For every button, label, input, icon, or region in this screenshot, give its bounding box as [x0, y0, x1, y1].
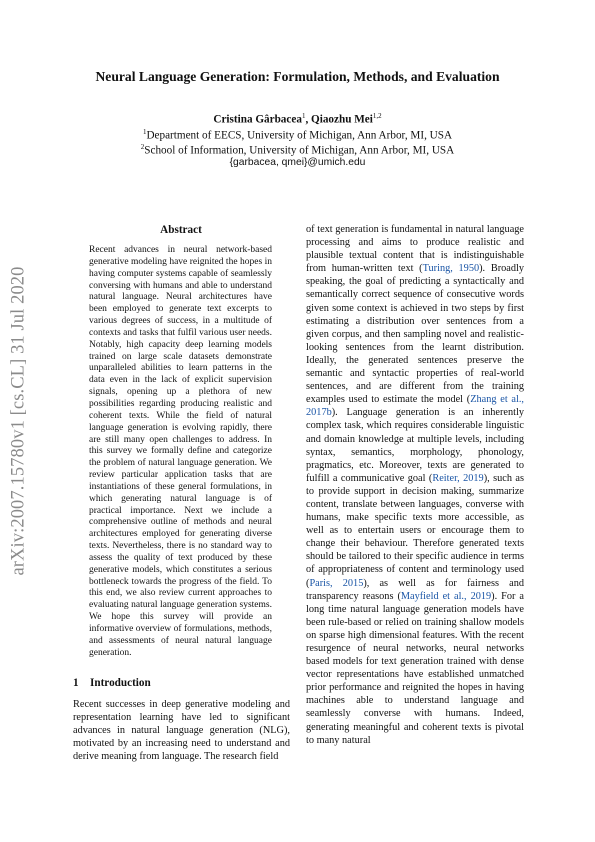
arxiv-stamp-text: arXiv:2007.15780v1 [cs.CL] 31 Jul 2020: [8, 266, 29, 576]
author-affil-mark: 1,2: [372, 112, 382, 120]
citation-link[interactable]: Reiter, 2019: [432, 472, 484, 484]
body-text: ), such as to provide support in decision making, summarize content, translate between languages, converse with humans, make specific texts more accessible, as well as to entertain users or encourage them to change their behaviour. Therefore generated texts should be tailored to their specific audience in terms of appropriateness of content and terminology used (: [306, 472, 524, 589]
affil-text: Department of EECS, University of Michigan, Ann Arbor, MI, USA: [146, 129, 453, 142]
body-text: of text generation is fundamental in natural language processing and aims to produce realistic and plausible textual content that is indistinguishable from human-written text (: [306, 224, 524, 275]
citation-link[interactable]: Turing, 1950: [422, 263, 480, 275]
author-list: [0, 112, 595, 126]
citation-link[interactable]: Paris, 2015: [309, 577, 364, 589]
section-heading: [73, 677, 151, 689]
citation-link[interactable]: Mayfield et al., 2019: [400, 590, 492, 602]
body-text: ). For a long time natural language generation models have been rule-based or relied on training shallow models on sparse high dimensional features. With the recent resurgence of neural networks, neural networks based models for text generation trained with dense vector representations have established unmatched prior performance and reignited the hopes in having machines able to understand language and seamlessly converse with humans. Indeed, generating meaningful and coherent texts is pivotal to many natural: [306, 590, 525, 746]
abstract-heading: Abstract: [160, 224, 202, 236]
affiliation: [0, 143, 595, 157]
body-text: ), as well as for fairness and transparency reasons (: [306, 577, 524, 602]
author-name: Qiaozhu Mei: [311, 113, 373, 126]
author-email: {garbacea, qmei}@umich.edu: [229, 157, 366, 168]
body-text: ). Language generation is an inherently complex task, which requires considerable linguistic and domain knowledge at multiple levels, including syntax, semantics, morphology, phonology, pragmatics, etc. Moreover, texts are generated to fulfill a communicative goal (: [306, 407, 524, 484]
section-number: 1: [73, 677, 79, 689]
affil-mark: 1: [142, 128, 147, 136]
author-name: Cristina Gârbacea: [213, 113, 302, 126]
paper-title: Neural Language Generation: Formulation, Methods, and Evaluation: [95, 69, 500, 84]
citation-link[interactable]: Zhang et al., 2017b: [306, 394, 524, 419]
body-text: ). Broadly speaking, the goal of predicting a syntactically and semantically correct sequence of consecutive words given some context is achieved in two steps by first estimating a distribution over sentences from a given corpus, and then sampling novel and realistic-looking sentences from the learnt distribution. Ideally, the generated sentences preserve the semantic and syntactic properties of real-world sentences, and are different from the training examples used to estimate the model (: [306, 263, 524, 406]
arxiv-stamp: [2, 248, 36, 594]
affil-text: School of Information, University of Michigan, Ann Arbor, MI, USA: [144, 144, 455, 157]
intro-paragraph-right: [306, 223, 524, 747]
author-separator: ,: [305, 113, 312, 126]
intro-paragraph-left: Recent successes in deep generative modeling and representation learning have led to significant advances in natural language generation (NLG), motivated by an increasing need to understand and derive meaning from language. The research field: [73, 699, 290, 763]
abstract-body: Recent advances in neural network-based generative modeling have reignited the hopes in having computer systems capable of seamlessly conversing with humans and able to understand natural language. Neural architectures have been employed to generate text excerpts to various degrees of success, in a multitude of contexts and tasks that fulfil various user needs. Notably, high capacity deep learning models trained on large scale datasets demonstrate unparalleled abilities to learn patterns in the data even in the lack of explicit supervision signals, opening up a plethora of new possibilities regarding producing realistic and coherent texts. While the field of natural language generation is evolving rapidly, there are still many open challenges to address. In this survey we formally define and categorize the problem of natural language generation. We review particular application tasks that are instantiations of these general formulations, in which generating natural language is of practical importance. Next we include a comprehensive outline of methods and neural architectures employed for generating diverse texts. Nevertheless, there is no standard way to assess the quality of text produced by these generative models, which constitutes a serious bottleneck towards the progress of the field. To this end, we also review current approaches to evaluating natural language generation systems. We hope this survey will provide an informative overview of formulations, methods, and assessments of neural natural language generation.: [89, 245, 272, 658]
author-affil-mark: 1: [301, 112, 306, 120]
affiliation: [0, 128, 595, 142]
affil-mark: 2: [140, 143, 145, 151]
section-title: Introduction: [90, 677, 151, 689]
